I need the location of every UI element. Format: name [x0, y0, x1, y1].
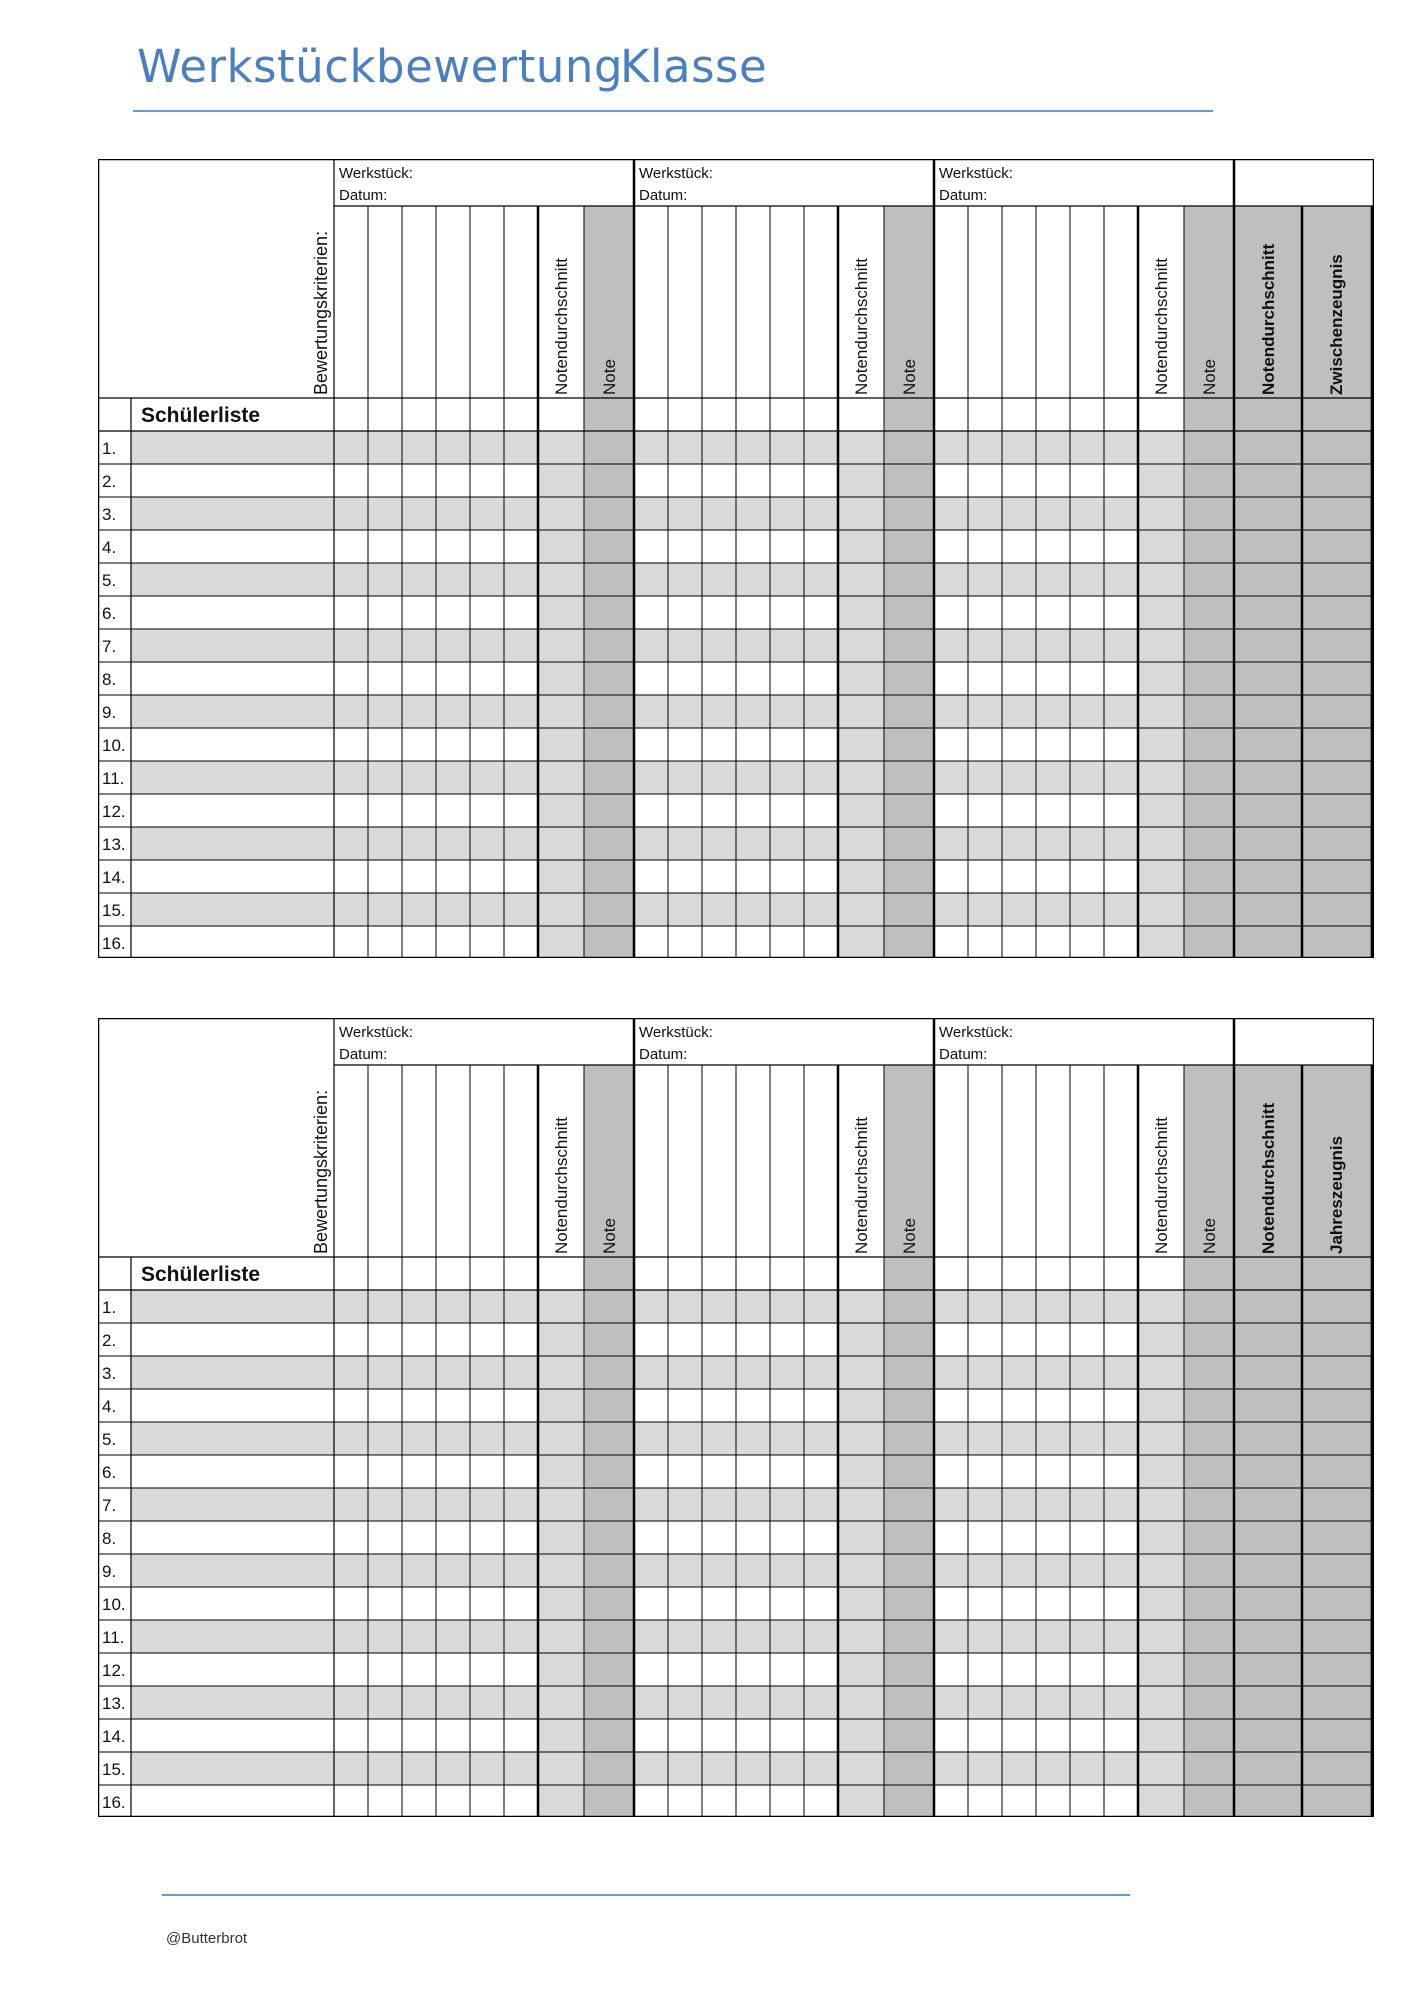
grade-column-shade	[1184, 206, 1234, 958]
grade-column-label: Note	[1200, 1218, 1219, 1254]
row-number: 7.	[102, 637, 117, 656]
criteria-label: Bewertungskriterien:	[311, 230, 331, 395]
date-label: Datum:	[339, 1046, 388, 1063]
student-list-label: Schülerliste	[141, 404, 261, 427]
average-column-label: Notendurchschnitt	[552, 1116, 571, 1254]
average-cell-shade	[1138, 1785, 1184, 1817]
row-number: 12.	[102, 802, 126, 821]
date-label: Datum:	[639, 1046, 688, 1063]
row-number: 10.	[102, 1595, 126, 1614]
date-label: Datum:	[939, 187, 988, 204]
average-cell-shade	[538, 926, 584, 958]
project-label: Werkstück:	[639, 165, 713, 182]
average-cell-shade	[1138, 860, 1184, 893]
page-title: Werkstückbewertung	[137, 40, 624, 93]
average-cell-shade	[538, 662, 584, 695]
criteria-label: Bewertungskriterien:	[311, 1089, 331, 1254]
row-number: 14.	[102, 1727, 126, 1746]
average-cell-shade	[1138, 1719, 1184, 1752]
row-number: 2.	[102, 472, 117, 491]
average-cell-shade	[538, 1785, 584, 1817]
average-cell-shade	[538, 530, 584, 563]
row-number: 9.	[102, 703, 117, 722]
date-label: Datum:	[339, 187, 388, 204]
grade-column-shade	[884, 206, 934, 958]
grade-column-label: Note	[600, 359, 619, 395]
average-cell-shade	[838, 1785, 884, 1817]
grade-column-shade	[1184, 1065, 1234, 1817]
row-number: 4.	[102, 538, 117, 557]
average-cell-shade	[538, 728, 584, 761]
row-number: 5.	[102, 1430, 117, 1449]
row-number: 16.	[102, 1793, 126, 1812]
average-cell-shade	[538, 1719, 584, 1752]
project-label: Werkstück:	[939, 1024, 1013, 1041]
table-canvas	[98, 159, 1374, 958]
row-number: 12.	[102, 1661, 126, 1680]
average-cell-shade	[538, 464, 584, 497]
row-number: 7.	[102, 1496, 117, 1515]
grading-table-1	[98, 159, 1374, 958]
table-canvas	[98, 1018, 1374, 1817]
row-number: 11.	[102, 769, 125, 788]
average-cell-shade	[538, 794, 584, 827]
average-cell-shade	[538, 1653, 584, 1686]
average-cell-shade	[538, 596, 584, 629]
row-number: 5.	[102, 571, 117, 590]
average-cell-shade	[838, 1587, 884, 1620]
summary-average-label: Notendurchschnitt	[1259, 243, 1278, 395]
row-number: 9.	[102, 1562, 117, 1581]
row-number: 1.	[102, 439, 117, 458]
average-cell-shade	[1138, 1521, 1184, 1554]
summary-average-label: Notendurchschnitt	[1259, 1102, 1278, 1254]
average-cell-shade	[1138, 1587, 1184, 1620]
footer-credit: @Butterbrot	[166, 1930, 248, 1947]
average-column-label: Notendurchschnitt	[552, 257, 571, 395]
average-cell-shade	[838, 728, 884, 761]
row-number: 2.	[102, 1331, 117, 1350]
average-cell-shade	[1138, 728, 1184, 761]
row-number: 11.	[102, 1628, 125, 1647]
row-number: 14.	[102, 868, 126, 887]
grade-column-label: Note	[1200, 359, 1219, 395]
grading-table-2	[98, 1018, 1374, 1817]
row-number: 13.	[102, 1694, 126, 1713]
date-label: Datum:	[639, 187, 688, 204]
average-cell-shade	[1138, 464, 1184, 497]
average-cell-shade	[1138, 1653, 1184, 1686]
average-cell-shade	[838, 1521, 884, 1554]
average-column-label: Notendurchschnitt	[852, 257, 871, 395]
average-column-label: Notendurchschnitt	[852, 1116, 871, 1254]
average-cell-shade	[538, 1587, 584, 1620]
grade-column-label: Note	[600, 1218, 619, 1254]
average-column-label: Notendurchschnitt	[1152, 1116, 1171, 1254]
title-underline	[133, 110, 1213, 112]
average-cell-shade	[838, 794, 884, 827]
grade-column-label: Note	[900, 1218, 919, 1254]
grade-column-shade	[584, 1065, 634, 1817]
row-number: 1.	[102, 1298, 117, 1317]
average-cell-shade	[838, 1389, 884, 1422]
page-header	[133, 40, 1213, 112]
project-label: Werkstück:	[639, 1024, 713, 1041]
average-cell-shade	[1138, 530, 1184, 563]
footer-line	[162, 1894, 1130, 1896]
row-number: 8.	[102, 1529, 117, 1548]
average-cell-shade	[838, 860, 884, 893]
average-cell-shade	[838, 596, 884, 629]
average-cell-shade	[1138, 794, 1184, 827]
klasse-label: Klasse	[620, 40, 768, 93]
row-number: 6.	[102, 1463, 117, 1482]
average-cell-shade	[1138, 596, 1184, 629]
row-number: 4.	[102, 1397, 117, 1416]
row-number: 8.	[102, 670, 117, 689]
average-cell-shade	[838, 1323, 884, 1356]
average-cell-shade	[838, 530, 884, 563]
grade-column-shade	[584, 206, 634, 958]
average-cell-shade	[1138, 1389, 1184, 1422]
row-number: 15.	[102, 1760, 126, 1779]
average-cell-shade	[1138, 662, 1184, 695]
row-number: 3.	[102, 1364, 117, 1383]
average-cell-shade	[838, 1455, 884, 1488]
average-cell-shade	[538, 1455, 584, 1488]
row-number: 10.	[102, 736, 126, 755]
project-label: Werkstück:	[939, 165, 1013, 182]
grade-column-shade	[884, 1065, 934, 1817]
project-label: Werkstück:	[339, 1024, 413, 1041]
row-number: 16.	[102, 934, 126, 953]
project-label: Werkstück:	[339, 165, 413, 182]
row-number: 15.	[102, 901, 126, 920]
row-number: 6.	[102, 604, 117, 623]
average-cell-shade	[538, 1521, 584, 1554]
student-list-label: Schülerliste	[141, 1263, 261, 1286]
row-number: 3.	[102, 505, 117, 524]
average-cell-shade	[538, 860, 584, 893]
average-cell-shade	[538, 1389, 584, 1422]
date-label: Datum:	[939, 1046, 988, 1063]
average-cell-shade	[538, 1323, 584, 1356]
average-cell-shade	[838, 464, 884, 497]
average-cell-shade	[1138, 1455, 1184, 1488]
average-cell-shade	[838, 926, 884, 958]
row-number: 13.	[102, 835, 126, 854]
summary-report-label: Jahreszeugnis	[1327, 1135, 1346, 1254]
average-cell-shade	[838, 662, 884, 695]
average-cell-shade	[838, 1653, 884, 1686]
summary-report-label: Zwischenzeugnis	[1327, 254, 1346, 395]
grade-column-label: Note	[900, 359, 919, 395]
average-cell-shade	[1138, 926, 1184, 958]
average-cell-shade	[1138, 1323, 1184, 1356]
average-column-label: Notendurchschnitt	[1152, 257, 1171, 395]
average-cell-shade	[838, 1719, 884, 1752]
